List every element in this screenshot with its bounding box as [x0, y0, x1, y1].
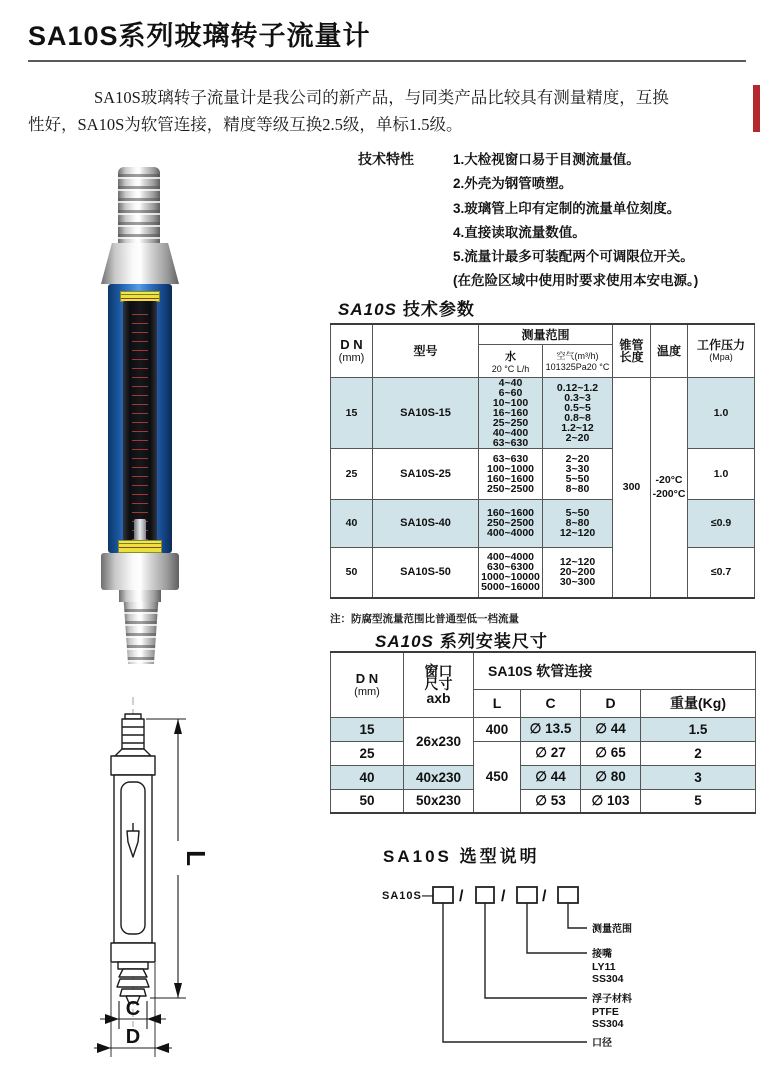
- cell-window-size: 50x230: [404, 789, 474, 813]
- feature-item: 3.玻璃管上印有定制的流量单位刻度。: [453, 200, 681, 216]
- photo-scale-ticks: [132, 306, 148, 543]
- cell-air-ranges: [543, 547, 613, 598]
- range-value: 4~40: [498, 377, 523, 389]
- label-float-option: PTFE: [592, 1006, 619, 1018]
- range-value: 5000~16000: [481, 581, 540, 594]
- range-value: 0.5~5: [564, 401, 591, 414]
- cell-weight: 1.5: [641, 717, 756, 741]
- col-header-hose-connection: SA10S 软管连接: [474, 652, 756, 689]
- range-value: 30~300: [559, 576, 596, 589]
- range-value: 63~630: [492, 436, 529, 448]
- intro-line: 性好，SA10S为软管连接，精度等级互换2.5级，单标1.5级。: [28, 115, 463, 134]
- col-header-weight: 重量(Kg): [641, 689, 756, 717]
- intro-line: SA10S玻璃转子流量计是我公司的新产品，与同类产品比较具有测量精度，互换: [94, 88, 669, 107]
- col-header-pressure: 工作压力 (Mpa): [688, 324, 755, 377]
- dim-label-d: D: [125, 1026, 141, 1048]
- col-header-air: 空气(m³/h) 101325Pa20 °C: [543, 344, 613, 377]
- intro-paragraph: [28, 84, 722, 138]
- feature-item: 1.大检视窗口易于目测流量值。: [453, 152, 640, 167]
- cell-dn: 15: [331, 377, 373, 448]
- label-float-material: 浮子材料: [592, 994, 632, 1005]
- code-prefix: SA10S—: [382, 890, 434, 902]
- temperature-value: -20°C: [655, 474, 683, 487]
- cell-tube-length: 300: [613, 377, 651, 598]
- range-value: 400~4000: [486, 527, 534, 539]
- edge-red-marker: [753, 85, 760, 132]
- cell-model: SA10S-25: [373, 448, 479, 499]
- cell-weight: 3: [641, 765, 756, 789]
- code-slot-bore: [433, 887, 453, 903]
- heading-model-name: SA10S: [375, 632, 434, 651]
- product-photo: [95, 163, 185, 703]
- label-float-option: SS304: [592, 1018, 624, 1030]
- range-value: 160~1600: [486, 507, 534, 519]
- range-value: 0.3~3: [564, 391, 591, 404]
- range-value: 2~20: [565, 431, 590, 444]
- photo-label-bottom: [118, 540, 162, 553]
- col-header-d: D: [581, 689, 641, 717]
- cell-water-ranges: [479, 499, 543, 547]
- range-value: 250~2500: [486, 517, 534, 529]
- cell-dn: 50: [331, 547, 373, 598]
- photo-scale-window: [123, 301, 157, 548]
- range-value: 630~6300: [486, 561, 534, 574]
- range-value: 0.8~8: [564, 411, 591, 424]
- cell-dn: 40: [331, 765, 404, 789]
- range-value: 63~630: [492, 452, 529, 465]
- cell-dn: 25: [331, 741, 404, 765]
- range-value: 250~2500: [486, 482, 534, 495]
- range-value: 1.2~12: [561, 421, 594, 434]
- code-separator: /: [501, 888, 506, 905]
- leader-line-bore: [443, 903, 587, 1042]
- cell-c: ∅ 44: [521, 765, 581, 789]
- label-nozzle-option: LY11: [592, 961, 616, 973]
- page-title: SA10S系列玻璃转子流量计: [28, 21, 371, 51]
- cell-water-ranges: [479, 377, 543, 448]
- col-header-c: C: [521, 689, 581, 717]
- range-value: 8~80: [565, 482, 590, 495]
- range-value: 25~250: [492, 416, 529, 429]
- title-divider: [28, 60, 746, 62]
- code-slot-float: [476, 887, 494, 903]
- cell-d: ∅ 65: [581, 741, 641, 765]
- feature-item: 5.流量计最多可装配两个可调限位开关。: [453, 249, 694, 265]
- range-value: 40~400: [492, 426, 529, 439]
- cell-dn: 40: [331, 499, 373, 547]
- cell-water-ranges: [479, 547, 543, 598]
- cell-water-ranges: [479, 448, 543, 499]
- feature-item: (在危险区域中使用时要求使用本安电源。): [453, 273, 699, 289]
- tech-params-table: [330, 323, 755, 599]
- cell-d: ∅ 44: [581, 717, 641, 741]
- cell-dn: 25: [331, 448, 373, 499]
- range-value: 16~160: [492, 406, 529, 419]
- photo-hose-barb-top: [118, 167, 160, 243]
- cell-c: ∅ 27: [521, 741, 581, 765]
- range-value: 5~50: [565, 472, 590, 485]
- cell-pressure: 1.0: [688, 377, 755, 448]
- col-header-tube-length: 锥管 长度: [613, 324, 651, 377]
- cell-l: 400: [474, 717, 521, 741]
- photo-hose-barb-bottom: [123, 602, 159, 664]
- cell-model: SA10S-15: [373, 377, 479, 448]
- features-list: [453, 148, 753, 294]
- cell-d: ∅ 103: [581, 789, 641, 813]
- cell-d: ∅ 80: [581, 765, 641, 789]
- col-header-dn: D N (mm): [331, 324, 373, 377]
- range-value: 0.12~1.2: [556, 381, 599, 394]
- cell-dn: 50: [331, 789, 404, 813]
- meter-outline: [111, 714, 155, 1003]
- cell-model: SA10S-50: [373, 547, 479, 598]
- features-label: 技术特性: [358, 151, 414, 167]
- photo-collar-bottom: [101, 553, 179, 590]
- col-header-model: 型号: [373, 324, 479, 377]
- cell-window-size: 26x230: [404, 717, 474, 765]
- range-value: 400~4000: [486, 551, 534, 564]
- cell-pressure: 1.0: [688, 448, 755, 499]
- code-separator: /: [542, 888, 547, 905]
- range-value: 5~50: [565, 507, 590, 519]
- range-value: 12~120: [559, 556, 596, 569]
- temperature-value: -200°C: [652, 488, 686, 501]
- col-header-dn: D N (mm): [331, 652, 404, 717]
- cell-l: 450: [474, 741, 521, 813]
- range-value: 12~120: [559, 527, 596, 539]
- cell-weight: 5: [641, 789, 756, 813]
- range-value: 160~1600: [486, 472, 534, 485]
- cell-window-size: 40x230: [404, 765, 474, 789]
- col-header-water: 水 20 °C L/h: [479, 344, 543, 377]
- cell-pressure: ≤0.9: [688, 499, 755, 547]
- photo-collar-top: [101, 243, 179, 284]
- model-selection-diagram: [378, 878, 753, 1068]
- range-value: 3~30: [565, 462, 590, 475]
- label-nozzle: 接嘴: [592, 949, 612, 960]
- heading-text: 技术参数: [402, 300, 475, 319]
- code-separator: /: [459, 888, 464, 905]
- photo-neck-bottom: [119, 590, 161, 602]
- dim-label-l: L: [181, 850, 211, 866]
- label-nozzle-option: SS304: [592, 973, 624, 985]
- dim-label-c: C: [125, 998, 141, 1020]
- cell-model: SA10S-40: [373, 499, 479, 547]
- feature-item: 4.直接读取流量数值。: [453, 224, 586, 240]
- code-slot-nozzle: [517, 887, 537, 903]
- leader-line-range: [568, 903, 587, 928]
- range-value: 1000~10000: [481, 571, 540, 584]
- label-measuring-range: 测量范围: [592, 924, 632, 935]
- cell-c: ∅ 13.5: [521, 717, 581, 741]
- range-value: 2~20: [565, 452, 590, 465]
- cell-air-ranges: [543, 377, 613, 448]
- install-dims-table: [330, 651, 756, 814]
- cell-c: ∅ 53: [521, 789, 581, 813]
- table-footnote: 注：防腐型流量范围比普通型低一档流量: [330, 613, 519, 625]
- col-header-temperature: 温度: [651, 324, 688, 377]
- install-dims-heading: [375, 627, 548, 652]
- cell-air-ranges: [543, 499, 613, 547]
- cell-temperature: [651, 377, 688, 598]
- range-value: 8~80: [565, 517, 590, 529]
- code-slot-range: [558, 887, 578, 903]
- col-header-window-size: 窗口 尺寸 axb: [404, 652, 474, 717]
- feature-item: 2.外壳为钢管喷塑。: [453, 176, 573, 192]
- range-value: 100~1000: [486, 462, 534, 475]
- col-header-l: L: [474, 689, 521, 717]
- leader-line-float: [485, 903, 587, 998]
- label-bore-diameter: 口径: [592, 1038, 612, 1049]
- cell-dn: 15: [331, 717, 404, 741]
- cell-weight: 2: [641, 741, 756, 765]
- cell-air-ranges: [543, 448, 613, 499]
- range-value: 10~100: [492, 396, 529, 409]
- model-selection-heading: SA10S 选型说明: [383, 847, 540, 866]
- dimension-drawing: [70, 695, 330, 1067]
- col-header-range: 测量范围: [479, 324, 613, 344]
- range-value: 6~60: [498, 386, 523, 399]
- range-value: 20~200: [559, 566, 596, 579]
- tech-params-heading: [338, 295, 475, 320]
- heading-model-name: SA10S: [338, 300, 397, 319]
- cell-pressure: ≤0.7: [688, 547, 755, 598]
- heading-text: 系列安装尺寸: [439, 632, 548, 651]
